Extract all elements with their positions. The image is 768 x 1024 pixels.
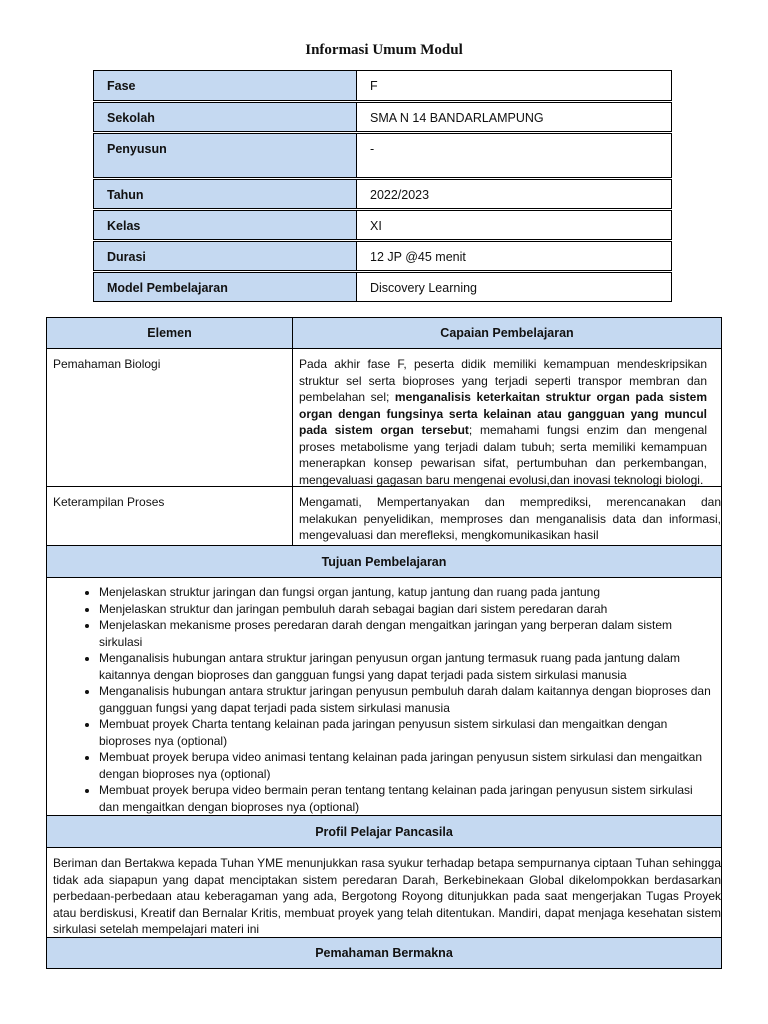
elemen-cell: Keterampilan Proses	[53, 495, 165, 509]
capaian-cell: Mengamati, Mempertanyakan dan memprediksi, merencanakan dan melakukan penyelidikan, memproses dan menganalisis data dan informasi, mengevaluasi dan merefleksi, mengkomunikasikan hasil	[299, 495, 721, 542]
info-label: Durasi	[94, 242, 357, 270]
list-item: • Membuat proyek berupa video animasi tentang kelainan pada jaringan penyusun sistem sirkulasi dan mengaitkan dengan bioproses nya (optional)	[99, 749, 713, 782]
info-label: Model Pembelajaran	[94, 273, 357, 301]
info-value: -	[370, 142, 375, 156]
profil-block	[47, 848, 721, 938]
elemen-cell: Pemahaman Biologi	[53, 357, 161, 371]
table-header-row	[47, 318, 721, 349]
main-table	[46, 317, 722, 969]
list-item: • Menganalisis hubungan antara struktur jaringan penyusun organ jantung termasuk ruang pada jantung dalam kaitannya dengan bioproses dan gangguan fungsi yang dapat terjadi pada sistem sirkulasi manusia	[99, 650, 713, 683]
info-label: Kelas	[94, 211, 357, 239]
info-label: Sekolah	[94, 103, 357, 131]
profil-text: Beriman dan Bertakwa kepada Tuhan YME menunjukkan rasa syukur terhadap betapa sempurnanya ciptaan Tuhan sehingga tidak ada siapapun yang dapat menciptakan sistem peredaran Darah, Berkebinekaan Global dikelompokkan berdasarkan perbedaan-perbedaan atau keberagaman yang ada, Bergotong Royong ditunjukkan pada saat mengerjakan Tugas Proyek atau berdiskusi, Kreatif dan Bernalar Kritis, membuat proyek yang telah ditentukan. Mandiri, dapat menjaga kesehatan sistem sirkulasi setelah mempelajari materi ini	[53, 856, 721, 936]
info-row-sekolah	[93, 102, 672, 132]
info-row-kelas	[93, 210, 672, 240]
capaian-text: Pada akhir fase F, peserta didik memiliki kemampuan mendeskripsikan struktur sel serta bioproses yang terjadi seperti transpor membran dan pembelahan sel;	[299, 357, 707, 404]
info-value: 12 JP @45 menit	[370, 250, 466, 264]
capaian-cell	[293, 349, 721, 488]
tujuan-list	[47, 578, 721, 815]
tujuan-header: Tujuan Pembelajaran	[47, 546, 721, 578]
info-label: Penyusun	[94, 134, 357, 177]
info-row-tahun	[93, 179, 672, 209]
info-table	[93, 70, 672, 303]
document-title: Informasi Umum Modul	[305, 42, 463, 58]
info-row-fase	[93, 70, 672, 101]
info-row-penyusun	[93, 133, 672, 178]
pemahaman-header: Pemahaman Bermakna	[47, 938, 721, 968]
list-item: • Membuat proyek berupa video bermain peran tentang tentang kelainan pada jaringan penyusun sistem sirkulasi dan mengaitkan dengan bioproses nya (optional)	[99, 782, 713, 815]
info-value: 2022/2023	[370, 188, 430, 202]
list-item: • Menjelaskan mekanisme proses peredaran darah dengan mengaitkan jaringan yang berperan dalam sistem sirkulasi	[99, 617, 713, 650]
capaian-header: Capaian Pembelajaran	[293, 318, 721, 348]
info-row-model	[93, 272, 672, 302]
info-label: Fase	[94, 71, 357, 100]
info-value: XI	[370, 219, 382, 233]
profil-header: Profil Pelajar Pancasila	[47, 816, 721, 848]
list-item: • Menjelaskan struktur dan jaringan pembuluh darah sebagai bagian dari sistem peredaran darah	[99, 601, 713, 618]
elemen-header: Elemen	[47, 318, 293, 348]
list-item: • Membuat proyek Charta tentang kelainan pada jaringan penyusun sistem sirkulasi dan mengaitkan dengan bioproses nya (optional)	[99, 716, 713, 749]
table-row	[47, 349, 721, 487]
capaian-text: ; memahami fungsi enzim dan mengenal proses metabolisme yang terjadi dalam tubuh; serta memiliki kemampuan menerapkan konsep pewarisan sifat, pertumbuhan dan perkembangan, mengevaluasi gagasan baru mengenai evolusi,dan inovasi teknologi biologi.	[299, 423, 707, 487]
info-value: F	[370, 79, 378, 93]
table-row	[47, 487, 721, 546]
info-label: Tahun	[94, 180, 357, 208]
info-row-durasi	[93, 241, 672, 271]
list-item: • Menganalisis hubungan antara struktur jaringan penyusun pembuluh darah dalam kaitannya dengan bioproses dan gangguan fungsi yang dapat terjadi pada sistem sirkulasi manusia	[99, 683, 713, 716]
capaian-bold-text: menganalisis keterkaitan struktur organ pada sistem organ dengan fungsinya serta kelainan atau gangguan yang muncul pada sistem organ tersebut	[299, 390, 707, 437]
info-value: SMA N 14 BANDARLAMPUNG	[370, 111, 544, 125]
tujuan-block	[47, 578, 721, 816]
list-item: • Menjelaskan struktur jaringan dan fungsi organ jantung, katup jantung dan ruang pada jantung	[99, 584, 713, 601]
info-value: Discovery Learning	[370, 281, 477, 295]
